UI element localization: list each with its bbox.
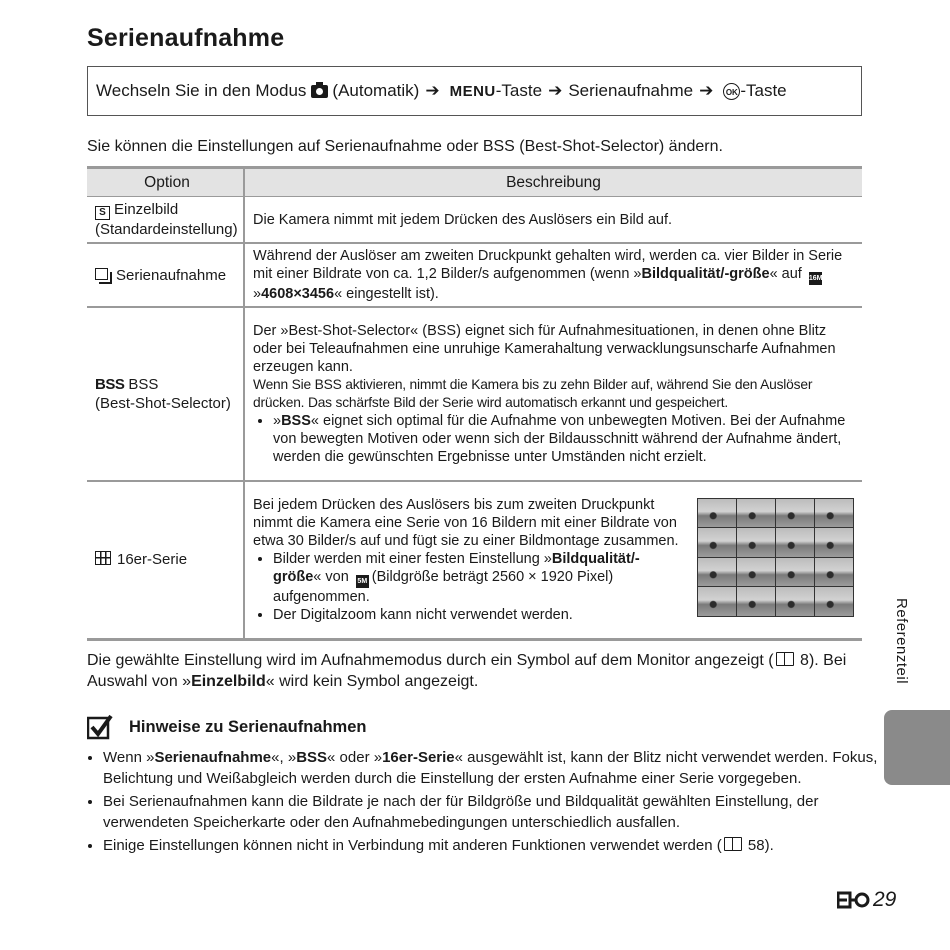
- description-bold: Bildqualität/-größe: [641, 266, 770, 282]
- list-item: • Einige Einstellungen können nicht in Verbindung mit anderen Funktionen verwendet werden ( 58).: [103, 835, 878, 856]
- options-table: [87, 166, 862, 641]
- nav-ok-suffix: -Taste: [740, 81, 787, 100]
- nav-step: Serienaufnahme: [568, 81, 694, 100]
- option-cell: [87, 197, 244, 244]
- nav-menu-suffix: -Taste: [495, 81, 543, 100]
- list-item: • Bei Serienaufnahmen kann die Bildrate je nach der für Bildgröße und Bildqualität gewählten Einstellung, der verwendeten Speicherkarte oder den Aufnahmebedingungen unterschiedlich ausfallen.: [103, 791, 878, 833]
- collage-frame: [776, 499, 814, 528]
- collage-frame: [737, 499, 775, 528]
- book-reference-icon: [724, 837, 742, 851]
- description-cell: [244, 307, 862, 481]
- note-heading-text: Hinweise zu Serienaufnahmen: [129, 717, 367, 736]
- option-sublabel: (Best-Shot-Selector): [95, 395, 231, 412]
- table-row: [87, 243, 862, 307]
- collage-frame: [737, 558, 775, 587]
- nav-mode-name: (Automatik): [332, 81, 420, 100]
- option-cell: [87, 307, 244, 481]
- ok-button-icon: OK: [723, 83, 740, 100]
- nav-prefix: Wechseln Sie in den Modus: [96, 81, 307, 100]
- collage-frame: [737, 528, 775, 557]
- image-size-16m-icon: 16M: [809, 272, 822, 285]
- description-paragraph: Der »Best-Shot-Selector« (BSS) eignet sich für Aufnahmesituationen, in denen ohne Blitz oder bei Teleaufnahmen eine unruhige Kamerahaltung verwacklungsunscharfe Aufnahmen erzeugen kann.: [253, 323, 836, 375]
- note-text: ). Bei Auswahl von »: [87, 652, 847, 690]
- book-reference-icon: [776, 652, 794, 666]
- description-text: »: [253, 286, 262, 302]
- description-cell: [244, 481, 862, 639]
- page-title: Serienaufnahme: [87, 24, 285, 52]
- option-cell: [87, 243, 244, 307]
- option-label: BSS: [128, 376, 159, 393]
- description-paragraph: Wenn Sie BSS aktivieren, nimmt die Kamera bis zu zehn Bilder auf, während Sie den Auslöser drücken. Das schärfste Bild der Serie wird automatisch erkannt und gespeichert.: [253, 377, 813, 410]
- description-text: Während der Auslöser am zweiten Druckpunkt gehalten wird, werden ca. vier Bilder in Serie mit einer Bildrate von ca. 1,2 Bilder/s aufgenommen (wenn »: [253, 248, 843, 282]
- section-side-label: Referenzteil: [893, 598, 910, 685]
- appendix-e-icon: [837, 891, 871, 909]
- list-bold: Bildqualität/-größe: [273, 550, 640, 585]
- list-bold: BSS: [281, 413, 311, 429]
- collage-frame: [776, 558, 814, 587]
- description-paragraph: Bei jedem Drücken des Auslösers bis zum zweiten Druckpunkt nimmt die Kamera eine Serie von 16 Bildern mit einer Bildrate von etwa 30 Bilder/s auf und fügt sie zu einer Bildmontage zusammen.: [253, 496, 679, 549]
- table-row: [87, 481, 862, 639]
- section-tab: [884, 710, 950, 785]
- notes-list: [87, 747, 878, 858]
- image-size-5m-icon: 5M: [356, 575, 369, 588]
- sample-collage-image: [697, 498, 854, 617]
- description-cell: [244, 243, 862, 307]
- column-header-description: Beschreibung: [244, 168, 862, 197]
- list-text: « eignet sich optimal für die Aufnahme von unbewegten Motiven. Bei der Aufnahme von bewegten Motiven oder wenn sich der Bildausschnitt während der Aufnahme ändert, werden die gewünschten Ergebnisse unter Umständen nicht erzielt.: [273, 413, 846, 465]
- collage-frame: [698, 528, 736, 557]
- description-bold: 4608×3456: [261, 286, 335, 302]
- table-row: [87, 197, 862, 244]
- checkmark-icon: [87, 714, 113, 740]
- continuous-icon: [95, 268, 108, 280]
- note-text: « wird kein Symbol angezeigt.: [265, 673, 479, 690]
- page-reference: 58: [747, 837, 765, 854]
- list-item: [273, 606, 685, 624]
- arrow-right-icon: ➔: [548, 81, 563, 100]
- single-frame-icon: S: [95, 206, 110, 220]
- collage-frame: [776, 587, 814, 616]
- multi-shot-16-icon: [95, 551, 111, 565]
- list-item: [273, 550, 685, 606]
- option-label: Serienaufnahme: [116, 266, 227, 284]
- collage-frame: [698, 499, 736, 528]
- list-item: • Wenn »Serienaufnahme«, »BSS« oder »16er-Serie« ausgewählt ist, kann der Blitz nicht verwendet werden. Fokus, Belichtung und Weißabgleich werden durch die Einstellung der ersten Aufnahme einer Serie vorgegeben.: [103, 747, 878, 789]
- symbol-note: [87, 650, 867, 692]
- option-label: 16er-Serie: [117, 551, 188, 569]
- collage-frame: [815, 558, 853, 587]
- note-text: Die gewählte Einstellung wird im Aufnahmemodus durch ein Symbol auf dem Monitor angezeigt (: [87, 652, 774, 669]
- option-sublabel: (Standardeinstellung): [95, 221, 238, 238]
- collage-frame: [737, 587, 775, 616]
- collage-frame: [815, 587, 853, 616]
- description-list: [253, 412, 854, 466]
- description-text: « auf: [769, 266, 802, 282]
- option-cell: [87, 481, 244, 639]
- list-text: Bilder werden mit einer festen Einstellung »: [273, 550, 552, 567]
- description-text: « eingestellt ist).: [334, 286, 439, 302]
- table-header-row: [87, 168, 862, 197]
- intro-text: Sie können die Einstellungen auf Serienaufnahme oder BSS (Best-Shot-Selector) ändern.: [87, 138, 723, 155]
- collage-frame: [815, 528, 853, 557]
- page-number-text: 29: [873, 888, 897, 911]
- collage-frame: [698, 587, 736, 616]
- list-text: »: [273, 413, 282, 429]
- table-row: [87, 307, 862, 481]
- bss-icon: BSS: [95, 376, 125, 393]
- menu-icon: MENU: [449, 82, 496, 100]
- option-label: Einzelbild: [114, 201, 179, 218]
- page-reference: 8: [800, 652, 809, 669]
- collage-frame: [815, 499, 853, 528]
- note-bold: Einzelbild: [191, 673, 266, 690]
- camera-icon: [311, 85, 328, 98]
- column-header-option: Option: [87, 168, 244, 197]
- navigation-instruction: [87, 66, 862, 116]
- description-cell: [244, 197, 862, 244]
- list-text: Der Digitalzoom kann nicht verwendet werden.: [273, 606, 573, 623]
- collage-frame: [698, 558, 736, 587]
- list-text: (Bildgröße beträgt 2560 × 1920 Pixel) aufgenommen.: [273, 568, 614, 605]
- page-number: [837, 888, 896, 912]
- collage-frame: [776, 528, 814, 557]
- description-list: [253, 550, 685, 624]
- arrow-right-icon: ➔: [425, 81, 440, 100]
- list-text: « von: [313, 568, 349, 585]
- arrow-right-icon: ➔: [699, 81, 714, 100]
- list-item: [273, 412, 854, 466]
- note-heading: [87, 714, 366, 740]
- description-text: Die Kamera nimmt mit jedem Drücken des Auslösers ein Bild auf.: [253, 211, 673, 228]
